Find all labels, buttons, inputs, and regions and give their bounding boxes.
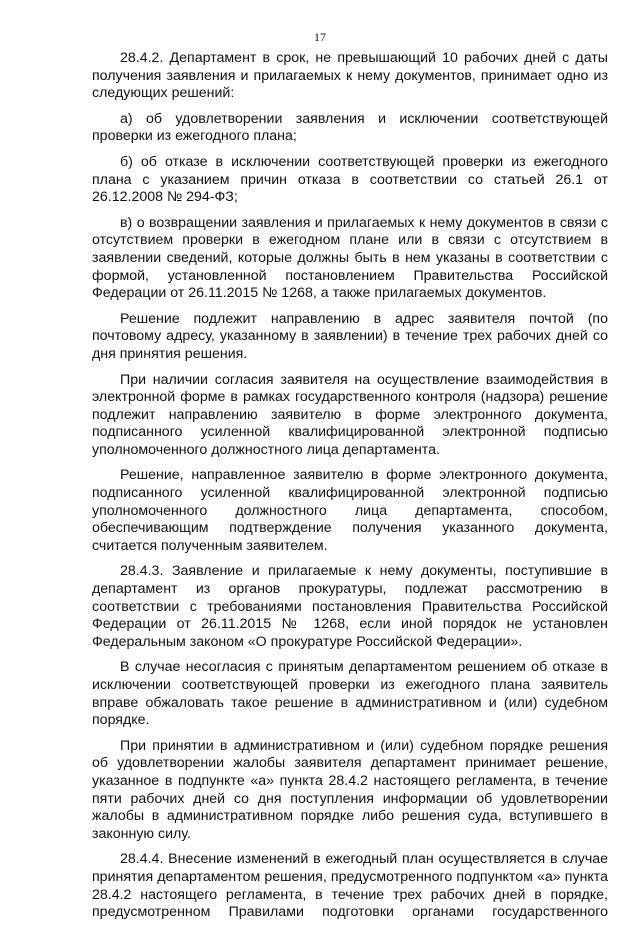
- paragraph-option-b: б) об отказе в исключении соответствующей проверки из ежегодного плана с указанием причин отказа в соответствии со статьей 26.1 от 26.12.2008 № 294-ФЗ;: [92, 153, 608, 206]
- paragraph-appeal-satisfied: При принятии в административном и (или) судебном порядке решения об удовлетворении жалобы заявителя департамент принимает решение, указанное в подпункте «а» пункта 28.4.2 настоящего регламента, в течение пяти рабочих дней со дня поступления информации об удовлетворении жалобы в административном порядке либо решения суда, вступившего в законную силу.: [92, 737, 608, 842]
- paragraph-28-4-2: 28.4.2. Департамент в срок, не превышающий 10 рабочих дней с даты получения заявления и прилагаемых к нему документов, принимает одно из следующих решений:: [92, 50, 608, 102]
- document-body: [92, 50, 608, 930]
- paragraph-28-4-4: 28.4.4. Внесение изменений в ежегодный план осуществляется в случае принятия департаментом решения, предусмотренного подпунктом «а» пункта 28.4.2 настоящего регламента, в течение трех рабочих дней в порядке, предусмотренном Правилами подготовки органами государственного: [92, 851, 608, 921]
- paragraph-28-4-3: 28.4.3. Заявление и прилагаемые к нему документы, поступившие в департамент из органов прокуратуры, подлежат рассмотрению в соответствии с требованиями постановления Правительства Российской Федерации от 26.11.2015 № 1268, если иной порядок не установлен Федеральным законом «О прокуратуре Российской Федерации».: [92, 563, 608, 650]
- paragraph-disagreement: В случае несогласия с принятым департаментом решением об отказе в исключении соответствующей проверки из ежегодного плана заявитель вправе обжаловать такое решение в административном и (или) судебном порядке.: [92, 659, 608, 729]
- paragraph-option-a: а) об удовлетворении заявления и исключении соответствующей проверки из ежегодного плана;: [92, 110, 608, 145]
- paragraph-electronic-form: При наличии согласия заявителя на осуществление взаимодействия в электронной форме в рамках государственного контроля (надзора) решение подлежит направлению заявителю в форме электронного документа, подписанного усиленной квалифицированной электронной подписью уполномоченного должностного лица департамента.: [92, 371, 608, 458]
- paragraph-decision-received: Решение, направленное заявителю в форме электронного документа, подписанного усиленной квалифицированной электронной подписью уполномоченного должностного лица департамента, способом, обеспечивающим подтверждение получения указанного документа, считается полученным заявителем.: [92, 467, 608, 554]
- paragraph-option-v: в) о возвращении заявления и прилагаемых к нему документов в связи с отсутствием проверки в ежегодном плане или в связи с отсутствием в заявлении сведений, которые должны быть в нем указаны в соответствии с формой, установленной постановлением Правительства Российской Федерации от 26.11.2015 № 1268, а также прилагаемых документов.: [92, 214, 608, 302]
- paragraph-decision-mail: Решение подлежит направлению в адрес заявителя почтой (по почтовому адресу, указанному в заявлении) в течение трех рабочих дней со дня принятия решения.: [92, 310, 608, 362]
- page-number: 17: [314, 30, 326, 44]
